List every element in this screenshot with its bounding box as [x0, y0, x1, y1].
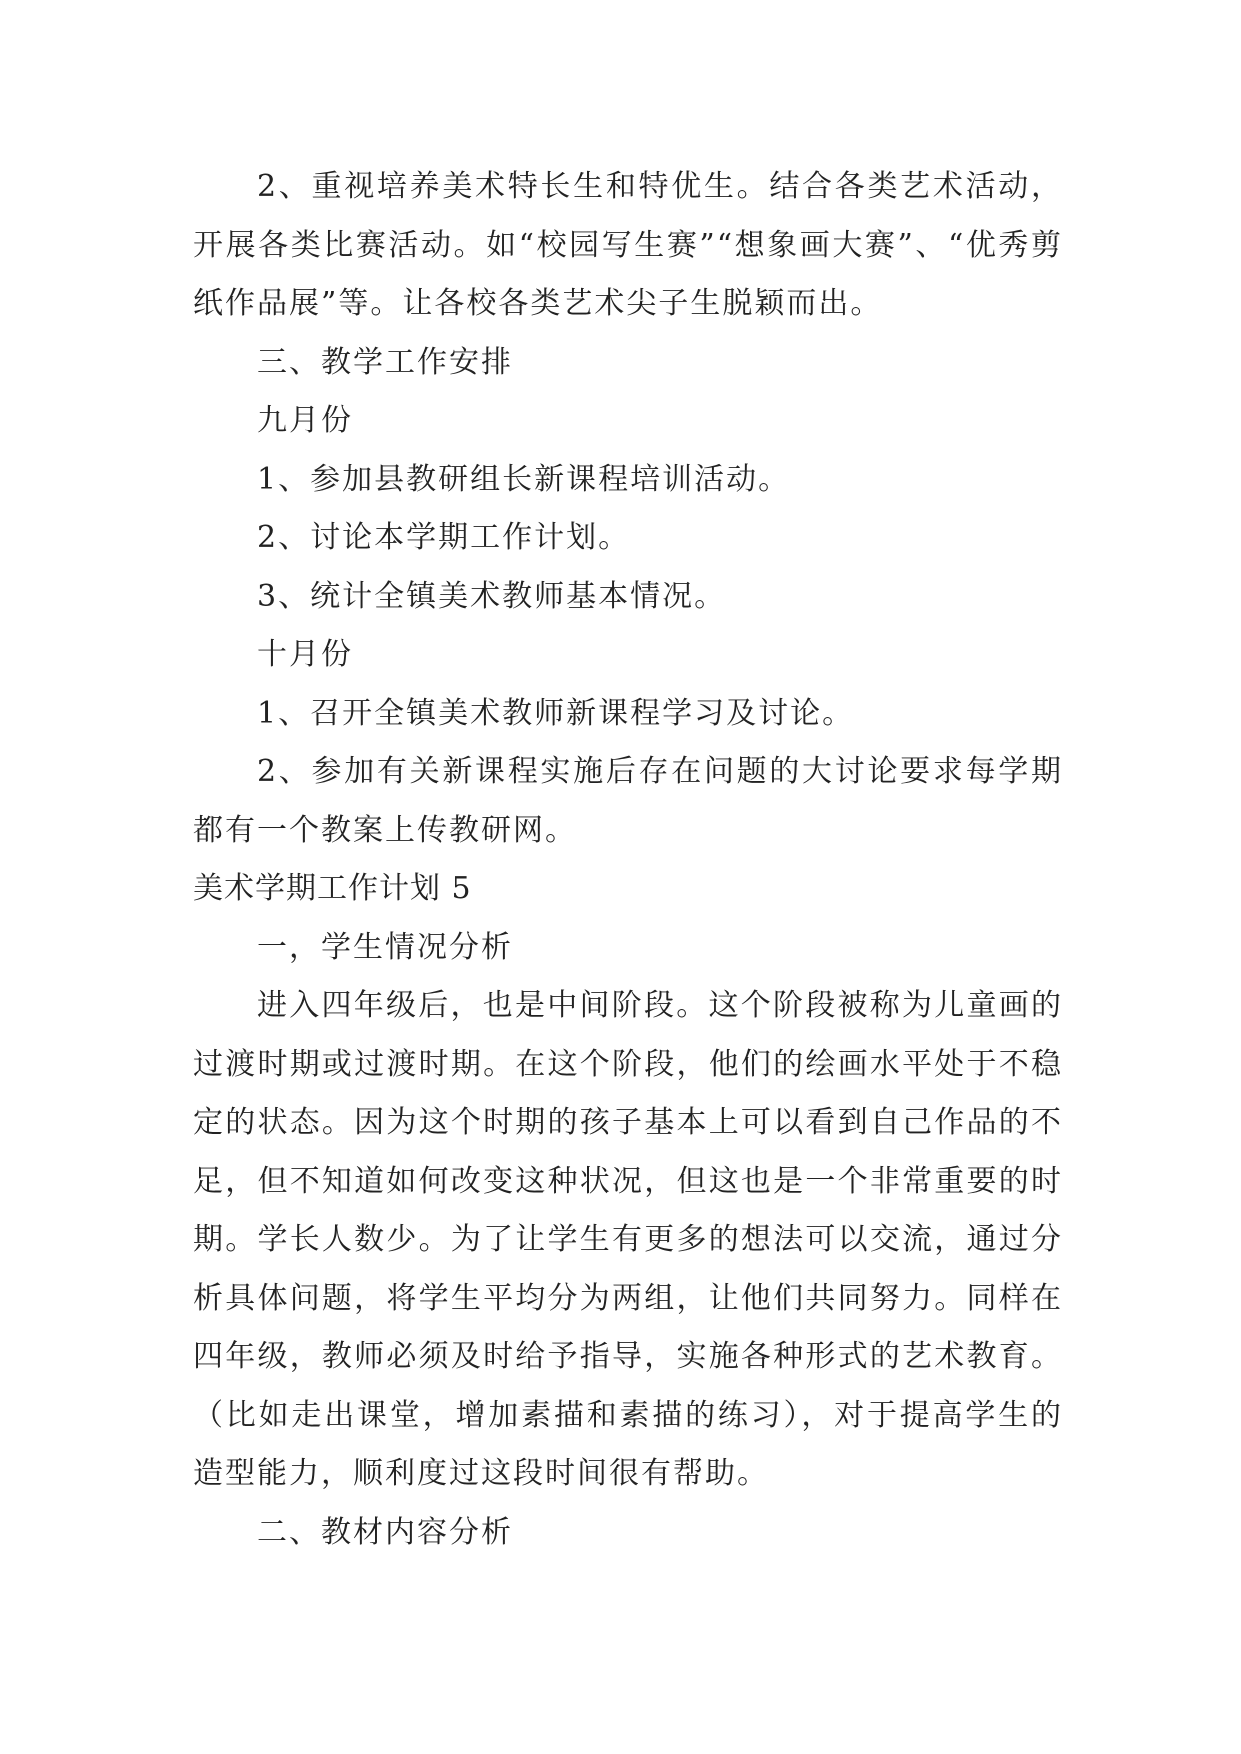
document-title: 美术学期工作计划 5 — [193, 871, 472, 906]
list-item: 1、召开全镇美术教师新课程学习及讨论。 — [257, 695, 855, 731]
list-item: 2、讨论本学期工作计划。 — [257, 520, 631, 555]
month-heading-october: 十月份 — [257, 637, 353, 672]
section-heading-teaching-arrangement: 三、教学工作安排 — [257, 344, 513, 380]
list-item: 3、统计全镇美术教师基本情况。 — [257, 578, 727, 614]
paragraph-student-analysis: 进入四年级后，也是中间阶段。这个阶段被称为儿童画的过渡时期或过渡时期。在这个阶段，他们的绘画水平处于不稳定的状态。因为这个时期的孩子基本上可以看到自己作品的不足，但不知道如何改变这种状况，但这也是一个非常重要的时期。学长人数少。为了让学生有更多的想法可以交流，通过分析具体问题，将学生平均分为两组，让他们共同努力。同样在四年级，教师必须及时给予指导，实施各种形式的艺术教育。（比如走出课堂，增加素描和素描的练习），对于提高学生的造型能力，顺利度过这段时间很有帮助。 — [193, 988, 1063, 1491]
document-body — [193, 158, 1063, 1562]
section-heading-textbook-analysis: 二、教材内容分析 — [257, 1514, 513, 1550]
month-heading-september: 九月份 — [257, 403, 353, 438]
list-item: 1、参加县教研组长新课程培训活动。 — [257, 461, 791, 497]
paragraph-art-talent: 2、重视培养美术特长生和特优生。结合各类艺术活动，开展各类比赛活动。如“校园写生赛”“想象画大赛”、“优秀剪纸作品展”等。让各校各类艺术尖子生脱颖而出。 — [193, 169, 1063, 321]
section-heading-student-analysis: 一，学生情况分析 — [257, 929, 513, 965]
list-item: 2、参加有关新课程实施后存在问题的大讨论要求每学期都有一个教案上传教研网。 — [193, 754, 1063, 848]
